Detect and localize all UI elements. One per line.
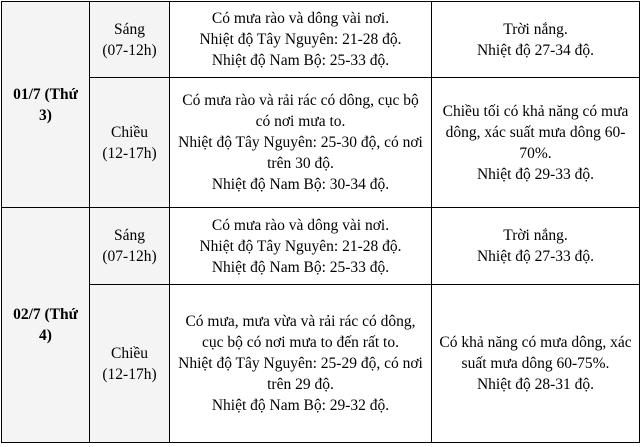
period-name: Chiều (110, 344, 149, 362)
date-label: 02/7 (Thứ 4) (13, 306, 78, 344)
forecast-line: Có khả năng có mưa dông, xác suất mưa dông 60-75%. (439, 334, 632, 372)
hcm-forecast-cell (432, 78, 640, 208)
period-name: Sáng (114, 227, 145, 244)
south-central-forecast-cell (170, 208, 432, 285)
hcm-forecast-cell (432, 2, 640, 78)
forecast-line: Nhiệt độ 29-33 độ. (476, 165, 595, 183)
table-row (2, 78, 640, 208)
period-cell (90, 78, 170, 208)
period-time: (07-12h) (102, 41, 157, 59)
hcm-forecast-cell (432, 285, 640, 443)
forecast-line: Chiều tối có khả năng có mưa dông, xác suất mưa dông 60-70%. (442, 102, 629, 162)
forecast-line: Nhiệt độ 27-34 độ. (476, 41, 595, 59)
period-time: (12-17h) (102, 144, 157, 162)
forecast-line: Nhiệt độ Tây Nguyên: 25-30 độ, có nơi trên 30 độ. (178, 134, 423, 172)
table-row (2, 2, 640, 78)
forecast-line: Trời nắng. (503, 20, 568, 38)
forecast-line: Nhiệt độ Nam Bộ: 25-33 độ. (211, 52, 390, 69)
period-cell (90, 285, 170, 443)
forecast-line: Nhiệt độ Tây Nguyên: 21-28 độ. (199, 237, 402, 255)
forecast-line: Nhiệt độ Nam Bộ: 30-34 độ. (211, 176, 390, 193)
period-cell (90, 208, 170, 285)
date-label: 01/7 (Thứ 3) (13, 85, 78, 124)
hcm-forecast-cell (432, 208, 640, 285)
south-central-forecast-cell (170, 78, 432, 208)
period-name: Chiều (110, 123, 149, 141)
forecast-line: Nhiệt độ Nam Bộ: 25-33 độ. (211, 258, 390, 276)
forecast-line: Trời nắng. (503, 227, 568, 244)
forecast-line: Có mưa rào và dông vài nơi. (211, 216, 390, 234)
forecast-line: Nhiệt độ Tây Nguyên: 25-29 độ, có nơi trên 29 độ. (178, 355, 423, 393)
period-cell (90, 2, 170, 78)
period-time: (12-17h) (102, 365, 157, 383)
forecast-line: Nhiệt độ 28-31 độ. (476, 376, 595, 393)
period-time: (07-12h) (102, 248, 157, 265)
table-row (2, 285, 640, 443)
south-central-forecast-cell (170, 285, 432, 443)
forecast-line: Nhiệt độ Tây Nguyên: 21-28 độ. (199, 31, 402, 48)
table-row (2, 208, 640, 285)
south-central-forecast-cell (170, 2, 432, 78)
forecast-line: Có mưa rào và rải rác có dông, cục bộ có nơi mưa to. (182, 92, 419, 130)
date-cell (2, 208, 90, 443)
forecast-line: Có mưa, mưa vừa và rải rác có dông, cục bộ có nơi mưa to đến rất to. (185, 313, 416, 351)
forecast-line: Nhiệt độ Nam Bộ: 29-32 độ. (211, 397, 390, 414)
forecast-line: Nhiệt độ 27-33 độ. (476, 248, 595, 265)
forecast-line: Có mưa rào và dông vài nơi. (211, 10, 390, 27)
date-cell (2, 2, 90, 208)
period-name: Sáng (114, 20, 145, 38)
forecast-table (1, 1, 640, 443)
